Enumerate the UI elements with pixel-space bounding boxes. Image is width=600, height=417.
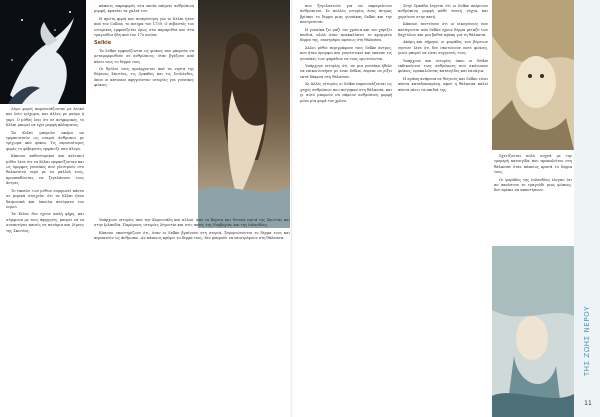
paragraph: Άλλοι μύθοι περιγράφουν τους Selkie άντρες, που ήταν όμορφοι και γοητευτικοί και έκαναν τις γυναίκες των ψαράδων να τους ερωτεύονται. <box>300 45 392 61</box>
kelpie-illustration-icon <box>0 0 86 104</box>
sea-creature-illustration <box>492 0 574 150</box>
kelpie-illustration <box>0 0 86 104</box>
left-bottom-text <box>94 218 290 414</box>
right-col-3 <box>494 154 572 244</box>
paragraph: Η αγάπη ανάμεσα σε θνητούς και Selkie είναι πάντα καταδικασμένη, αφού η θάλασσα καλεί πάντα πίσω τα παιδιά της. <box>398 76 488 92</box>
paragraph: Λίγοι φορές παρουσιάζονταν με λευκό και λείο τρίχωμα, και άλλες με μαύρο ή γκρί. Ο μύθος λέει ότι σε ανηφορικές, το Κέλπι μπορεί να έχει μορφή πλάσματος. <box>6 107 84 128</box>
right-col-2 <box>398 4 488 414</box>
paragraph: Οι θρύλοι τους προέρχονται από τα νησιά της Βόρειας Σκωτίας, τις Ορκάδες και τις Σετλάνδες, όπου οι κάτοικοι αφηγούνταν ιστορίες για γυναίκες φώκιες. <box>94 67 194 88</box>
paragraph: Οι ψαράδες της Ισλανδίας έλεγαν ότι αν ακούσουν το τραγούδι μιας φώκιας, δεν πρέπει να απαντήσουν. <box>494 177 572 193</box>
paragraph: Ακόμη και σήμερα, οι ψαράδες των βόρειων νησιών λένε ότι δεν σκοτώνουν ποτέ φώκιες, γιατί μπορεί να είναι συγγενείς τους. <box>398 40 488 56</box>
page-number: 11 <box>584 400 592 407</box>
left-col-2 <box>94 4 194 214</box>
paragraph: Το ταπείνι των μύθων συμφωνεί πάντα σε μερικά στοιχεία: ότι τα Κέλπι ήταν δαιμονικά και ύπουλα πνεύματα του νερού. <box>6 188 84 209</box>
right-col-1 <box>300 4 392 414</box>
selkie-illustration-icon <box>492 246 574 417</box>
left-col-1 <box>6 107 84 307</box>
side-title <box>578 286 596 396</box>
page-spine <box>291 0 293 417</box>
paragraph: Υπάρχουν και ιστορίες όπου οι Selkie εκδικούνται τους ανθρώπους που σκότωσαν φώκιες, προκαλώντας καταιγίδες και ναυάγια. <box>398 58 488 74</box>
selkie-illustration-icon <box>198 0 290 228</box>
paragraph: Τα Selkie εμφανίζονται ως φώκιες που μπορούν να μεταμορφωθούν σε ανθρώπους, όταν βγάζουν από πάνω τους το δέρμα τους. <box>94 48 194 64</box>
side-title-label: ΤΗΣ ΖΩΗΣ ΝΕΡΟΥ <box>583 305 591 377</box>
selkie-illustration <box>198 0 290 228</box>
paragraph: Τα Κέλπι μπορούν ακόμα να εμφανιστούν ως νεαροί άνθρωποι με τρίχωμα από φύκια. Τις περισσότερες φορές το φόβεροτες εμφάνιζε σαν άλογο. <box>6 130 84 151</box>
paragraph: Υπάρχουν ιστορίες ότι, αν μια γυναίκα ήθελε να επικοινωνήσει με έναν Selkie, έπρεπε να ρίξει επτά δάκρυα στη θάλασσα. <box>300 64 392 79</box>
paragraph: Στην Ορκάδα λέγεται ότι οι Selkie παίρνουν ανθρώπινη μορφή κάθε ένατη νύχτα και χορεύουν στην ακτή. <box>398 4 488 19</box>
sea-landscape-icon <box>492 0 574 150</box>
paragraph: Υπάρχουν ιστορίες από την Κορνουάλη και αλλού, από τα Βόρεια και δυτικά νησιά της Σκωτίας και στην Ιρλανδία. Παρόμοιες ιστορίες λέγονται και στις ακτές της Νορβηγίας και της Ισλανδίας. <box>94 218 290 228</box>
paragraph: Η γυναίκα ζει μαζί του χρόνια και του χαρίζει παιδιά, αλλά όταν ανακαλύπτει το κρυμμένο δέρμα της, επιστρέφει αμέσως στη θάλασσα. <box>300 27 392 43</box>
paragraph: Σε άλλες ιστορίες οι Selkie παρουσιάζονται ως ψυχές ανθρώπων που πνίγηκαν στη θάλασσα, και γι αυτό μπορούν να πάρουν ανθρώπινη μορφή μόνο μία φορά τον χρόνο. <box>300 82 392 103</box>
paragraph: κάποιες παραφορές στα οποία παίρνει ανθρώπινη μορφή, κρατάει τα χαλιά του. <box>94 4 194 14</box>
paragraph: Κάποιοι καθοστορικοί και κελτικοί μύθοι λένε ότι τα Κέλπι εμφανίζονταν και ως όμορφες γυναίκες που γλιστρούν στο θαλασσινό νερό με τα μαλλιά τους, προσπαθώντας να ξεγελάσουν τους άντρες. <box>6 154 84 186</box>
paragraph: Τα Κέλπι δεν έχουν καλή φήμη, και σύμφωνα με τους αφηγητές, μπορεί να τα συναντήσει κανείς σε ποτάμια και λίμνες της Σκωτίας. <box>6 212 84 233</box>
selkie-dance-illustration <box>492 246 574 417</box>
paragraph: Η πρώτη φορά που αναγέννηση για το Κέλπι ήταν από τον Collins, το ποίημα του 1759. Ο σεβαστός του ιστορικός εμφανίζεται όμως στα παραμύθια και στα τραγούδια ήδη από τον 17ο αιώνα. <box>94 16 194 38</box>
paragraph: Κάποιοι υποστηρίζουν ότι, όταν οι Selkie βγαίνουν στη στεριά, ξεφορτώνονται το δέρμα τους και περπατούν ως άνθρωποι. Αν κάποιος κρύψει το δέρμα τους, δεν μπορούν να επιστρέψουν στη θάλασσα. <box>94 230 290 241</box>
paragraph: Σχετίζονται πολύ συχνά με την τρομερή καταιγίδα που προκαλείται στη θάλασσα όταν κάποιος κρατά το δέρμα τους. <box>494 154 572 175</box>
paragraph: που ξεγελαστούν για να παραμείνουν ανθρώπινοι. Σε πολλές ιστορίες ένας άντρας βρίσκει το δέρμα μιας γυναίκας Selkie και την παντρεύεται. <box>300 4 392 25</box>
section-heading: Selkie <box>94 40 112 47</box>
paragraph: Κάποιοι πιστεύουν ότι οι οικογένειες που κατάγονται από Selkie έχουν δέρμα μεταξύ των δαχτύλων και μια βαθιά αγάπη για τη θάλασσα. <box>398 22 488 38</box>
